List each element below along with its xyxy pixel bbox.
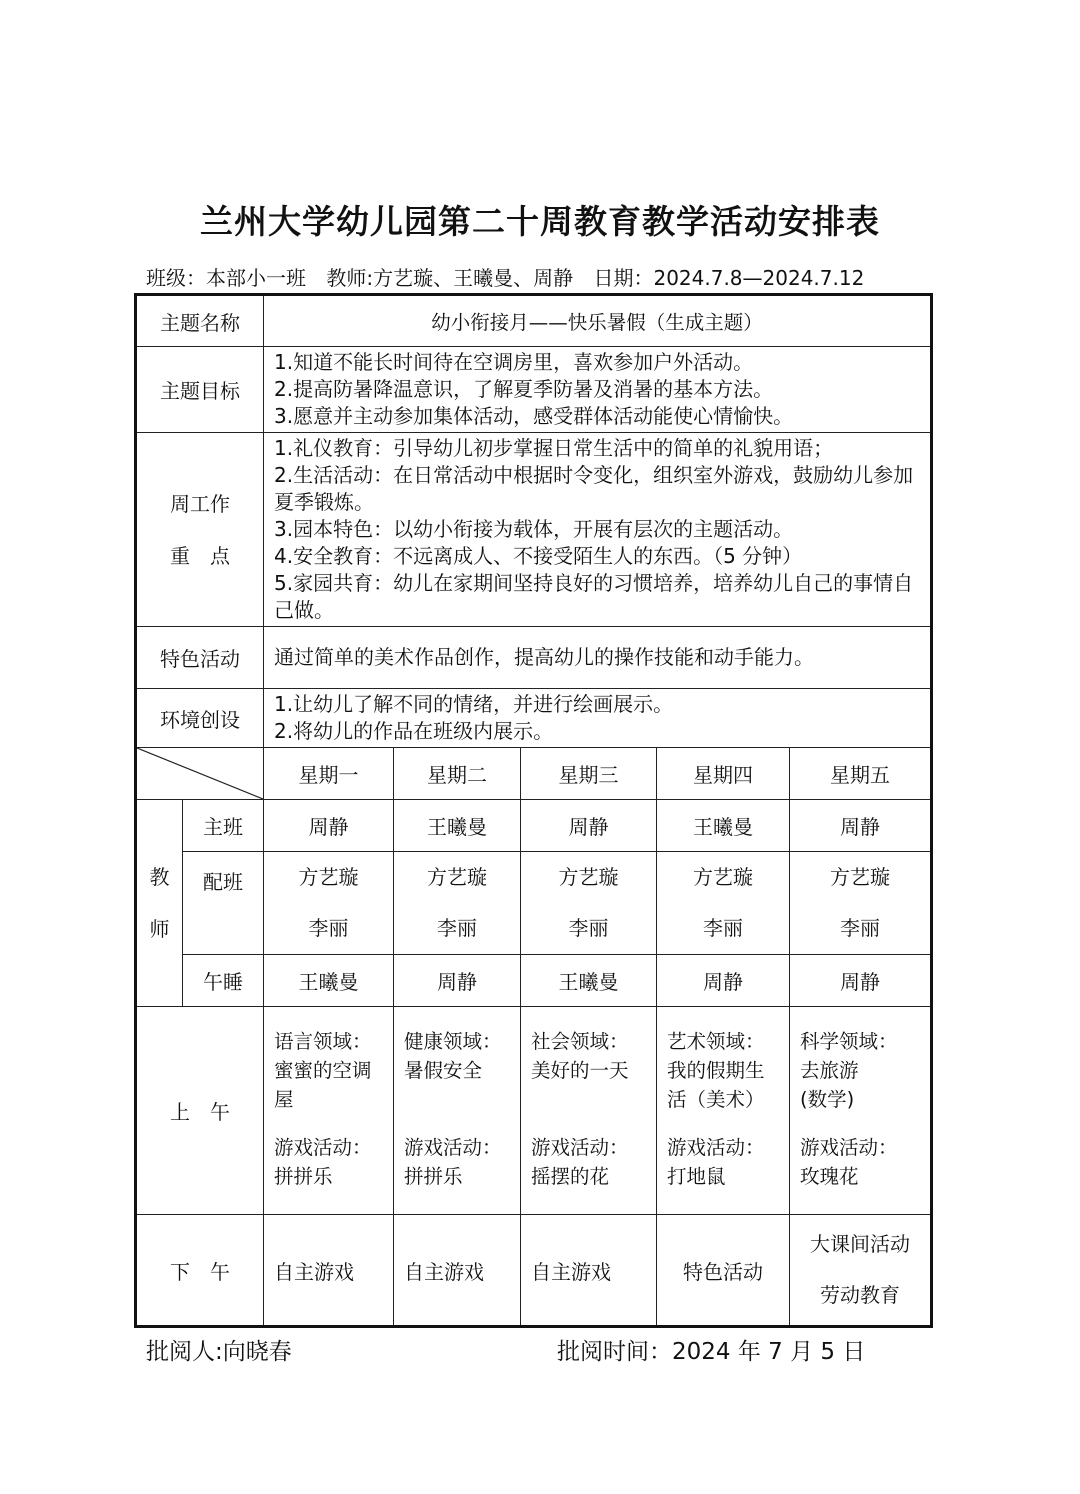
teacher-info: 教师:方艺璇、王曦曼、周静 <box>326 266 574 290</box>
day-header-tue: 星期二 <box>394 748 521 800</box>
morning-cell-wed: 社会领域： 美好的一天 游戏活动： 摇摆的花 <box>521 1007 657 1215</box>
week-focus-label: 周工作 重 点 <box>136 433 264 627</box>
theme-goal-label: 主题目标 <box>136 347 264 433</box>
environment-row <box>136 689 932 748</box>
date-info: 日期：2024.7.8—2024.7.12 <box>593 266 865 290</box>
diagonal-line <box>137 748 263 799</box>
goal-item: 2.提高防暑降温意识，了解夏季防暑及消暑的基本方法。 <box>274 377 774 401</box>
theme-goal-list <box>264 347 932 433</box>
day-header-fri: 星期五 <box>790 748 932 800</box>
nap-teacher-wed: 王曦曼 <box>521 955 657 1007</box>
goal-item: 3.愿意并主动参加集体活动，感受群体活动能使心情愉快。 <box>274 404 794 428</box>
teacher-group-label: 教 师 <box>136 800 183 1007</box>
environment-item: 1.让幼儿了解不同的情绪，并进行绘画展示。 <box>274 692 674 716</box>
theme-goal-row <box>136 347 932 433</box>
main-teacher-wed: 周静 <box>521 800 657 852</box>
morning-cell-fri: 科学领域： 去旅游 (数学) 游戏活动： 玫瑰花 <box>790 1007 932 1215</box>
morning-label: 上 午 <box>136 1007 264 1215</box>
feature-label: 特色活动 <box>136 627 264 689</box>
afternoon-label: 下 午 <box>136 1215 264 1327</box>
class-info: 班级：本部小一班 <box>146 266 306 290</box>
day-header-thu: 星期四 <box>657 748 790 800</box>
afternoon-cell-tue: 自主游戏 <box>394 1215 521 1327</box>
assist-teacher-thu: 方艺璇 李丽 <box>657 852 790 955</box>
feature-value: 通过简单的美术作品创作，提高幼儿的操作技能和动手能力。 <box>264 627 932 689</box>
assist-teacher-fri: 方艺璇 李丽 <box>790 852 932 955</box>
focus-item: 1.礼仪教育：引导幼儿初步掌握日常生活中的简单的礼貌用语； <box>274 436 834 460</box>
review-time: 批阅时间：2024 年 7 月 5 日 <box>557 1339 866 1365</box>
nap-teacher-label: 午睡 <box>183 955 264 1007</box>
goal-item: 1.知道不能长时间待在空调房里，喜欢参加户外活动。 <box>274 350 754 374</box>
week-focus-row <box>136 433 932 627</box>
diagonal-header-cell <box>136 748 264 800</box>
nap-teacher-row <box>136 955 932 1007</box>
afternoon-cell-mon: 自主游戏 <box>264 1215 394 1327</box>
morning-cell-tue: 健康领域： 暑假安全 游戏活动： 拼拼乐 <box>394 1007 521 1215</box>
main-teacher-mon: 周静 <box>264 800 394 852</box>
theme-name-value: 幼小衔接月——快乐暑假（生成主题） <box>264 295 932 347</box>
theme-name-row <box>136 295 932 347</box>
assist-teacher-row <box>136 852 932 955</box>
afternoon-cell-fri: 大课间活动 劳动教育 <box>790 1215 932 1327</box>
environment-item: 2.将幼儿的作品在班级内展示。 <box>274 719 554 743</box>
main-teacher-row <box>136 800 932 852</box>
weekday-header-row <box>136 748 932 800</box>
schedule-info <box>146 262 878 291</box>
assist-teacher-tue: 方艺璇 李丽 <box>394 852 521 955</box>
main-teacher-fri: 周静 <box>790 800 932 852</box>
main-teacher-thu: 王曦曼 <box>657 800 790 852</box>
afternoon-cell-thu: 特色活动 <box>657 1215 790 1327</box>
reviewer: 批阅人:向晓春 <box>146 1339 292 1365</box>
nap-teacher-mon: 王曦曼 <box>264 955 394 1007</box>
week-focus-list <box>264 433 932 627</box>
nap-teacher-tue: 周静 <box>394 955 521 1007</box>
nap-teacher-fri: 周静 <box>790 955 932 1007</box>
feature-row <box>136 627 932 689</box>
theme-name-label: 主题名称 <box>136 295 264 347</box>
nap-teacher-thu: 周静 <box>657 955 790 1007</box>
assist-teacher-label: 配班 <box>183 852 264 955</box>
schedule-table <box>134 293 933 1328</box>
morning-cell-mon: 语言领域： 蜜蜜的空调 屋 游戏活动： 拼拼乐 <box>264 1007 394 1215</box>
focus-item: 5.家园共育：幼儿在家期间坚持良好的习惯培养，培养幼儿自己的事情自己做。 <box>274 571 914 622</box>
environment-list <box>264 689 932 748</box>
day-header-mon: 星期一 <box>264 748 394 800</box>
morning-row <box>136 1007 932 1215</box>
main-teacher-tue: 王曦曼 <box>394 800 521 852</box>
assist-teacher-wed: 方艺璇 李丽 <box>521 852 657 955</box>
main-teacher-label: 主班 <box>183 800 264 852</box>
page-title: 兰州大学幼儿园第二十周教育教学活动安排表 <box>200 202 880 241</box>
day-header-wed: 星期三 <box>521 748 657 800</box>
morning-cell-thu: 艺术领域： 我的假期生 活（美术） 游戏活动： 打地鼠 <box>657 1007 790 1215</box>
focus-item: 2.生活活动：在日常活动中根据时令变化，组织室外游戏，鼓励幼儿参加夏季锻炼。 <box>274 463 914 514</box>
afternoon-row <box>136 1215 932 1327</box>
focus-item: 4.安全教育：不远离成人、不接受陌生人的东西。（5 分钟） <box>274 544 803 568</box>
environment-label: 环境创设 <box>136 689 264 748</box>
afternoon-cell-wed: 自主游戏 <box>521 1215 657 1327</box>
assist-teacher-mon: 方艺璇 李丽 <box>264 852 394 955</box>
focus-item: 3.园本特色：以幼小衔接为载体，开展有层次的主题活动。 <box>274 517 794 541</box>
